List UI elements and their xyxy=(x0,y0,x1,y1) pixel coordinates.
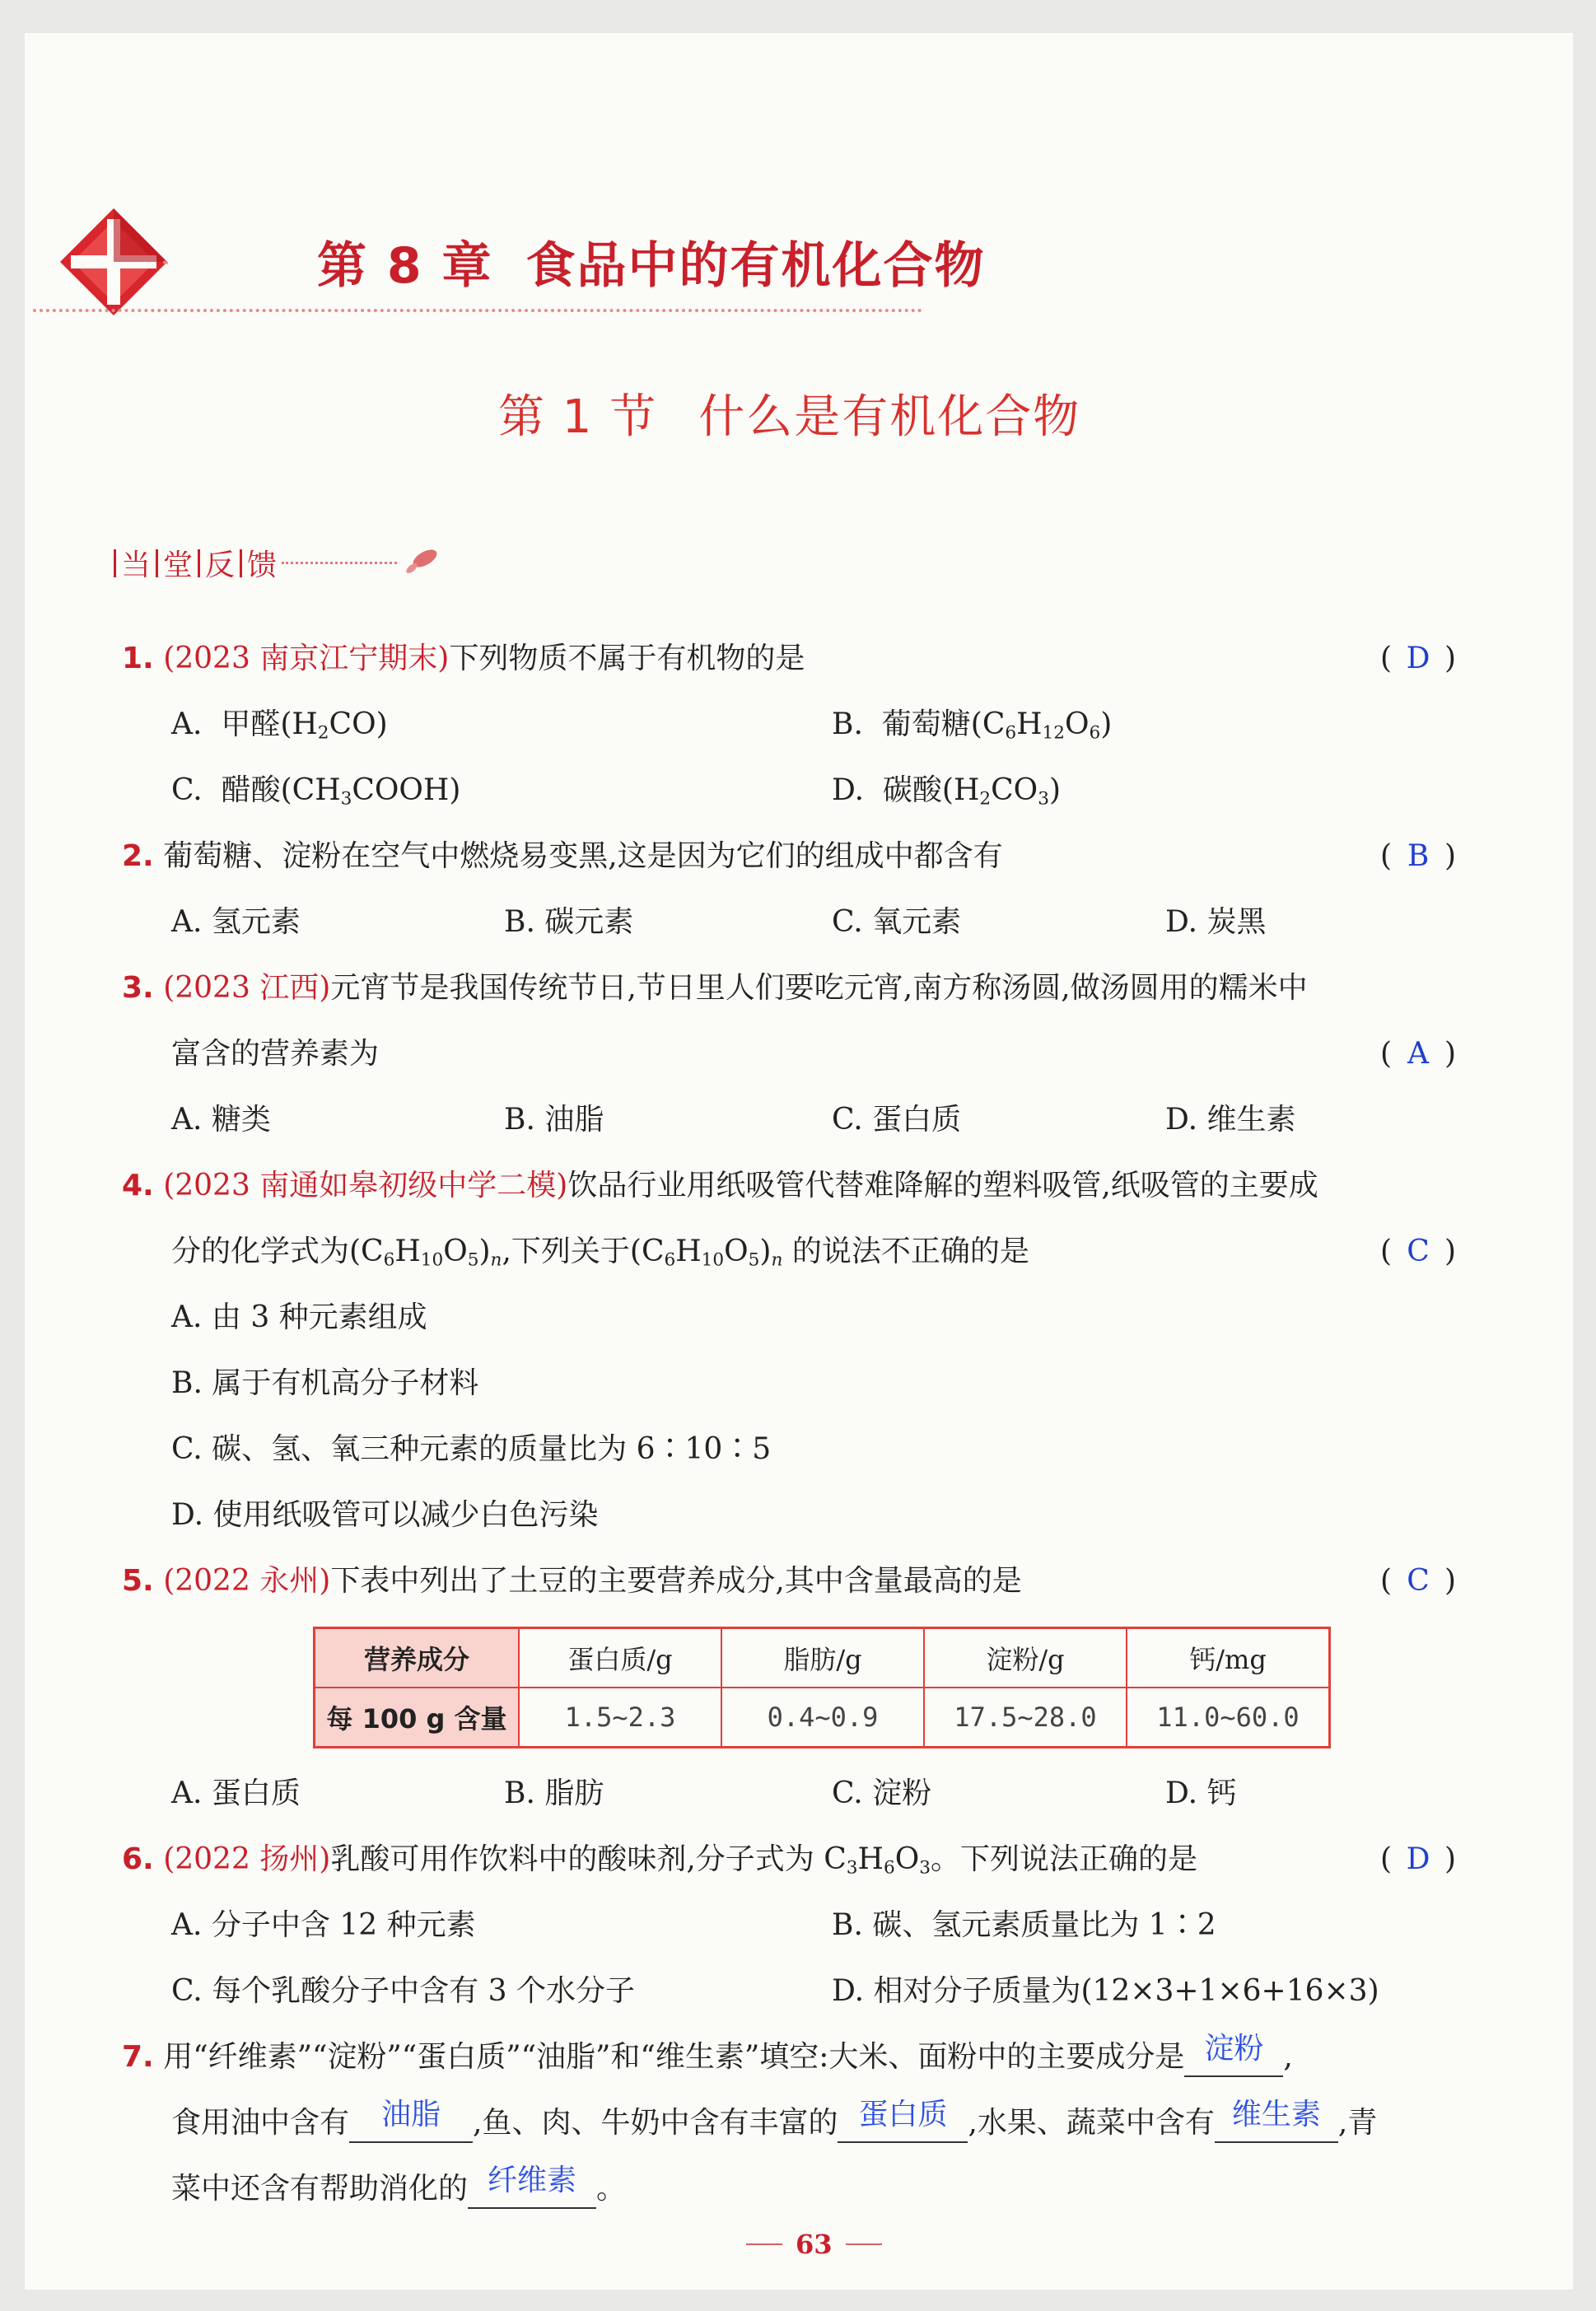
question-1-option-c: C. 醋酸$(CH_3COOH)$ xyxy=(171,773,461,810)
question-1-option-b: B. 葡萄糖$(C_6H_{12}O_6)$ xyxy=(832,707,1113,744)
table-cell: 0.4~0.9 xyxy=(721,1688,924,1748)
feedback-label: 当 堂 反 馈 xyxy=(109,542,441,584)
question-5-option-a: A. 蛋白质 xyxy=(171,1776,301,1810)
question-2-stem: 2. 葡萄糖、淀粉在空气中燃烧易变黑,这是因为它们的组成中都含有 xyxy=(122,839,1003,873)
question-5-option-d: D. 钙 xyxy=(1165,1776,1237,1810)
question-4-stem-2: 分的化学式为$(C_6H_{10}O_5)_n$,下列关于$(C_6H_{10}O_5)_n$ 的说法不正确的是 xyxy=(171,1235,1029,1271)
question-6-option-a: A. 分子中含 12 种元素 xyxy=(171,1908,476,1942)
chapter-name: 食品中的有机化合物 xyxy=(525,237,986,295)
textbook-page xyxy=(25,33,1573,2290)
table-header-cell: 营养成分 xyxy=(315,1628,520,1688)
fill-blank-3: 蛋白质 xyxy=(838,2112,968,2143)
section-title xyxy=(498,380,1080,446)
fill-blank-4: 维生素 xyxy=(1215,2112,1338,2143)
question-5-option-b: B. 脂肪 xyxy=(504,1776,604,1810)
question-6-option-d: D. 相对分子质量为(12×3+1×6+16×3) xyxy=(832,1974,1379,2008)
question-1-answer: ( D ) xyxy=(1380,642,1457,675)
question-3-answer: ( A ) xyxy=(1380,1037,1457,1071)
chapter-title xyxy=(317,226,986,297)
question-6-stem: 6. (2022 扬州)乳酸可用作饮料中的酸味剂,分子式为 $C_3H_6O_3$。下列说法正确的是 xyxy=(122,1842,1197,1879)
question-5-stem: 5. (2022 永州)下表中列出了土豆的主要营养成分,其中含量最高的是 xyxy=(122,1564,1022,1598)
question-1-option-d: D. 碳酸$(H_2CO_3)$ xyxy=(832,773,1061,810)
chapter-emblem-icon xyxy=(56,204,171,320)
table-cell: 11.0~60.0 xyxy=(1127,1688,1330,1748)
question-4-stem: 4. (2023 南通如皋初级中学二模)饮品行业用纸吸管代替难降解的塑料吸管,纸吸管的主要成 xyxy=(122,1169,1318,1202)
fill-blank-1: 淀粉 xyxy=(1184,2046,1283,2077)
question-6-answer: ( D ) xyxy=(1380,1842,1457,1876)
question-2-option-a: A. 氢元素 xyxy=(171,905,301,939)
fill-blank-2: 油脂 xyxy=(349,2112,473,2143)
question-3-stem-2: 富含的营养素为 xyxy=(171,1037,380,1071)
question-3-option-c: C. 蛋白质 xyxy=(832,1103,962,1137)
question-1-stem: 1. (2023 南京江宁期末)下列物质不属于有机物的是 xyxy=(122,642,805,675)
question-3-stem: 3. (2023 江西)元宵节是我国传统节日,节日里人们要吃元宵,南方称汤圆,做汤圆用的糯米中 xyxy=(122,971,1308,1005)
question-5-option-c: C. 淀粉 xyxy=(832,1776,932,1810)
question-7-line-2: 食用油中含有 油脂 ,鱼、肉、牛奶中含有丰富的 蛋白质 ,水果、蔬菜中含有 维生素 ,青 xyxy=(171,2108,1377,2140)
table-header-cell: 蛋白质/g xyxy=(519,1628,721,1688)
table-cell: 每 100 g 含量 xyxy=(315,1688,520,1748)
leaf-icon xyxy=(400,547,441,580)
question-3-option-a: A. 糖类 xyxy=(171,1103,271,1137)
table-row xyxy=(315,1628,1330,1688)
chapter-label: 第 8 章 xyxy=(317,237,493,295)
question-5-answer: ( C ) xyxy=(1380,1564,1457,1598)
question-2-option-d: D. 炭黑 xyxy=(1165,905,1267,939)
fill-blank-5: 纤维素 xyxy=(468,2178,596,2209)
table-cell: 1.5~2.3 xyxy=(519,1688,721,1748)
question-3-option-d: D. 维生素 xyxy=(1165,1103,1296,1137)
question-2-option-b: B. 碳元素 xyxy=(504,905,634,939)
question-6-option-c: C. 每个乳酸分子中含有 3 个水分子 xyxy=(171,1974,635,2008)
table-header-cell: 淀粉/g xyxy=(924,1628,1127,1688)
question-6-option-b: B. 碳、氢元素质量比为 1∶2 xyxy=(832,1908,1216,1942)
question-7-line-3: 菜中还含有帮助消化的 纤维素 。 xyxy=(171,2174,626,2206)
question-5-source: (2022 永州) xyxy=(163,1564,331,1598)
page-number: 63 xyxy=(733,2229,895,2260)
question-2-answer: ( B ) xyxy=(1380,839,1457,873)
question-4-option-c: C. 碳、氢、氧三种元素的质量比为 6∶10∶5 xyxy=(171,1432,772,1466)
section-name: 什么是有机化合物 xyxy=(698,390,1081,444)
question-4-option-d: D. 使用纸吸管可以减少白色污染 xyxy=(171,1498,599,1532)
question-6-source: (2022 扬州) xyxy=(163,1842,331,1876)
question-2-option-c: C. 氧元素 xyxy=(832,905,962,939)
question-3-option-b: B. 油脂 xyxy=(504,1103,604,1137)
table-cell: 17.5~28.0 xyxy=(924,1688,1127,1748)
question-4-option-a: A. 由 3 种元素组成 xyxy=(171,1300,427,1334)
nutrition-table xyxy=(313,1627,1331,1748)
question-1-option-a: A. 甲醛$(H_2CO)$ xyxy=(171,707,388,744)
table-header-cell: 脂肪/g xyxy=(721,1628,924,1688)
section-label: 第 1 节 xyxy=(498,390,658,444)
question-7-stem: 7. 用“纤维素”“淀粉”“蛋白质”“油脂”和“维生素”填空:大米、面粉中的主要成分是 淀粉 , xyxy=(122,2043,1293,2074)
question-3-source: (2023 江西) xyxy=(163,971,331,1005)
question-4-source: (2023 南通如皋初级中学二模) xyxy=(163,1169,568,1202)
chapter-divider xyxy=(33,309,922,312)
question-4-answer: ( C ) xyxy=(1380,1235,1457,1268)
table-row xyxy=(315,1688,1330,1748)
question-4-option-b: B. 属于有机高分子材料 xyxy=(171,1366,479,1400)
table-header-cell: 钙/mg xyxy=(1127,1628,1330,1688)
question-1-source: (2023 南京江宁期末) xyxy=(163,642,450,675)
